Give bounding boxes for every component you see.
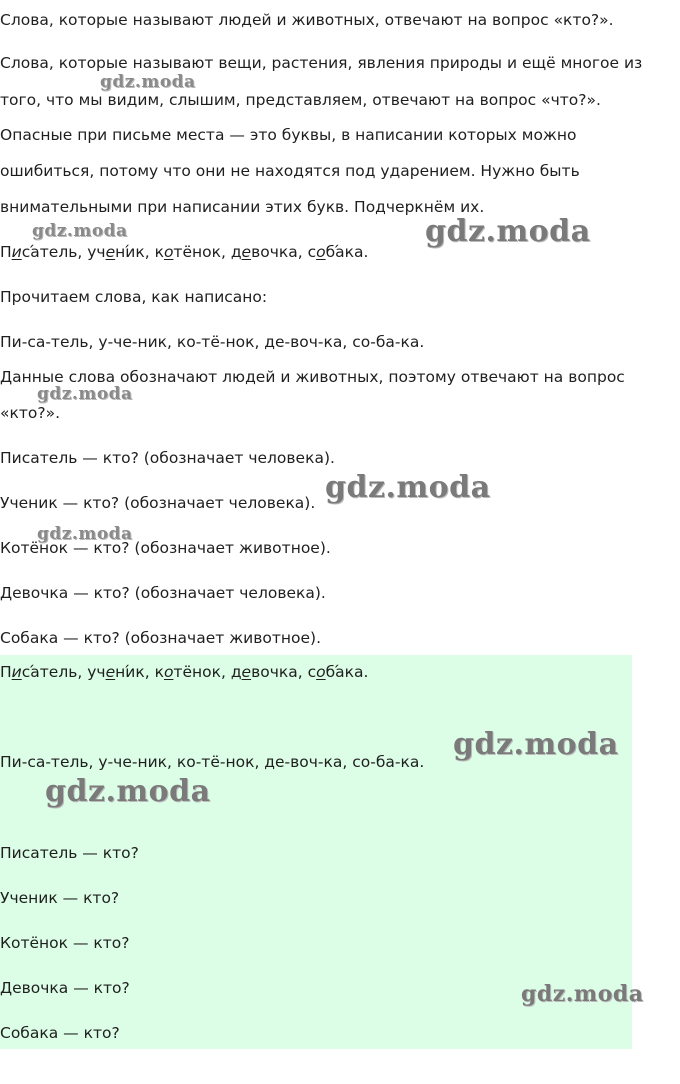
answer-word-pisatel: Писа ́тель, (0, 663, 87, 681)
explanation-line-2: «кто?». (0, 404, 60, 422)
watermark: gdz.moda (425, 214, 591, 249)
watermark: gdz.moda (453, 727, 619, 762)
explanation-line-1: Данные слова обозначают людей и животных, поэтому отвечают на вопрос (0, 368, 625, 386)
intro-line-5: ошибиться, потому что они не находятся под ударением. Нужно быть (0, 162, 580, 180)
answer-question-2: Ученик — кто? (0, 889, 120, 907)
word-sobaka: соба ́ка. (308, 243, 369, 261)
syllables-line: Пи-са-тель, у-че-ник, ко-тё-нок, де-воч-ка, со-ба-ка. (0, 333, 425, 351)
answer-word-kotenok: котёнок, (154, 663, 231, 681)
marked-words-line (0, 242, 368, 262)
watermark: gdz.moda (32, 221, 128, 241)
answer-question-1: Писатель — кто? (0, 844, 139, 862)
watermark: gdz.moda (100, 72, 196, 92)
watermark: gdz.moda (37, 524, 133, 544)
intro-line-2: Слова, которые называют вещи, растения, явления природы и ещё многое из (0, 54, 643, 72)
intro-line-4: Опасные при письме места — это буквы, в написании которых можно (0, 126, 577, 144)
word-devochka: девочка, (230, 243, 308, 261)
question-full-2: Ученик — кто? (обозначает человека). (0, 494, 316, 512)
answer-marked-words-line (0, 662, 368, 682)
answer-word-uchenik: учени ́к, (87, 663, 154, 681)
watermark: gdz.moda (45, 774, 211, 809)
watermark: gdz.moda (37, 384, 133, 404)
word-pisatel: Писа ́тель, (0, 243, 87, 261)
answer-question-5: Собака — кто? (0, 1024, 120, 1042)
word-kotenok: котёнок, (154, 243, 231, 261)
watermark: gdz.moda (325, 470, 491, 505)
answer-word-devochka: девочка, (230, 663, 308, 681)
intro-line-1: Слова, которые называют людей и животных, отвечают на вопрос «кто?». (0, 11, 614, 29)
intro-line-3: того, что мы видим, слышим, представляем, отвечают на вопрос «что?». (0, 91, 601, 109)
watermark: gdz.moda (521, 981, 644, 1007)
read-as-written: Прочитаем слова, как написано: (0, 288, 268, 306)
answer-word-sobaka: соба ́ка. (308, 663, 369, 681)
question-full-5: Собака — кто? (обозначает животное). (0, 629, 322, 647)
answer-syllables-line: Пи-са-тель, у-че-ник, ко-тё-нок, де-воч-ка, со-ба-ка. (0, 753, 425, 771)
answer-question-3: Котёнок — кто? (0, 934, 130, 952)
word-uchenik: учени ́к, (87, 243, 154, 261)
question-full-4: Девочка — кто? (обозначает человека). (0, 584, 326, 602)
question-full-3: Котёнок — кто? (обозначает животное). (0, 539, 331, 557)
intro-line-6: внимательными при написании этих букв. Подчеркнём их. (0, 198, 485, 216)
answer-question-4: Девочка — кто? (0, 979, 130, 997)
question-full-1: Писатель — кто? (обозначает человека). (0, 449, 335, 467)
